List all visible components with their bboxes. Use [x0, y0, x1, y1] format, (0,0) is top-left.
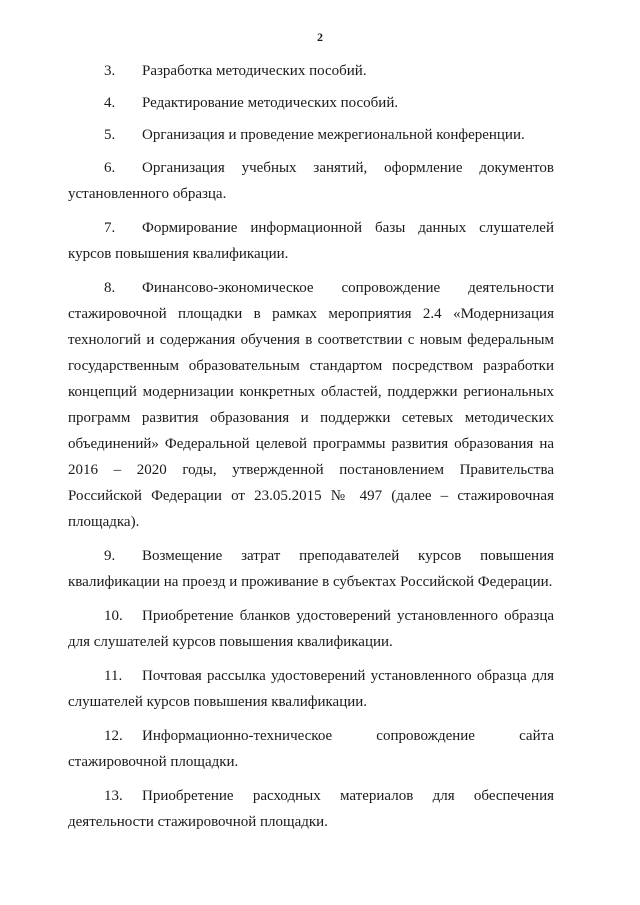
list-item [68, 215, 554, 267]
item-number: 10. [104, 608, 123, 624]
item-text: Разработка методических пособий. [142, 63, 367, 79]
item-number: 3. [104, 63, 116, 79]
page-number: 2 [317, 30, 323, 44]
item-text: Возмещение затрат преподавателей курсов повышения квалификации на проезд и проживание в субъектах Российской Федерации. [68, 548, 554, 590]
item-text: Почтовая рассылка удостоверений установленного образца для слушателей курсов повышения квалификации. [68, 668, 554, 710]
item-text: Информационно-техническое сопровождение сайта стажировочной площадки. [68, 728, 554, 770]
item-text: Финансово-экономическое сопровождение деятельности стажировочной площадки в рамках мероприятия 2.4 «Модернизация технологий и содержания обучения в соответствии с новым федеральным государственным образовательным стандартом посредством разработки концепций модернизации конкретных областей, поддержки региональных программ развития образования и поддержки сетевых методических объединений» Федеральной целевой программы развития образования на 2016 – 2020 годы, утвержденной постановлением Правительства Российской Федерации от 23.05.2015 № 497 (далее – стажировочная площадка). [68, 280, 554, 530]
item-number: 8. [104, 280, 116, 296]
list-item [68, 122, 554, 148]
list-item [68, 155, 554, 207]
item-number: 9. [104, 548, 116, 564]
item-number: 12. [104, 728, 123, 744]
item-text: Приобретение бланков удостоверений установленного образца для слушателей курсов повышения квалификации. [68, 608, 554, 650]
item-text: Редактирование методических пособий. [142, 95, 399, 111]
list-item [68, 275, 554, 535]
item-text: Формирование информационной базы данных слушателей курсов повышения квалификации. [68, 220, 554, 262]
item-number: 11. [104, 668, 123, 684]
item-text: Организация учебных занятий, оформление документов установленного образца. [68, 160, 554, 202]
item-number: 7. [104, 220, 116, 236]
list-item [68, 58, 554, 84]
list-item [68, 90, 554, 116]
item-text: Организация и проведение межрегиональной конференции. [142, 127, 525, 143]
item-text: Приобретение расходных материалов для обеспечения деятельности стажировочной площадки. [68, 788, 554, 830]
item-number: 6. [104, 160, 116, 176]
item-number: 13. [104, 788, 123, 804]
document-body [68, 58, 554, 841]
list-item [68, 543, 554, 595]
list-item [68, 663, 554, 715]
item-number: 5. [104, 127, 116, 143]
list-item [68, 723, 554, 775]
list-item [68, 603, 554, 655]
list-item [68, 783, 554, 835]
item-number: 4. [104, 95, 116, 111]
